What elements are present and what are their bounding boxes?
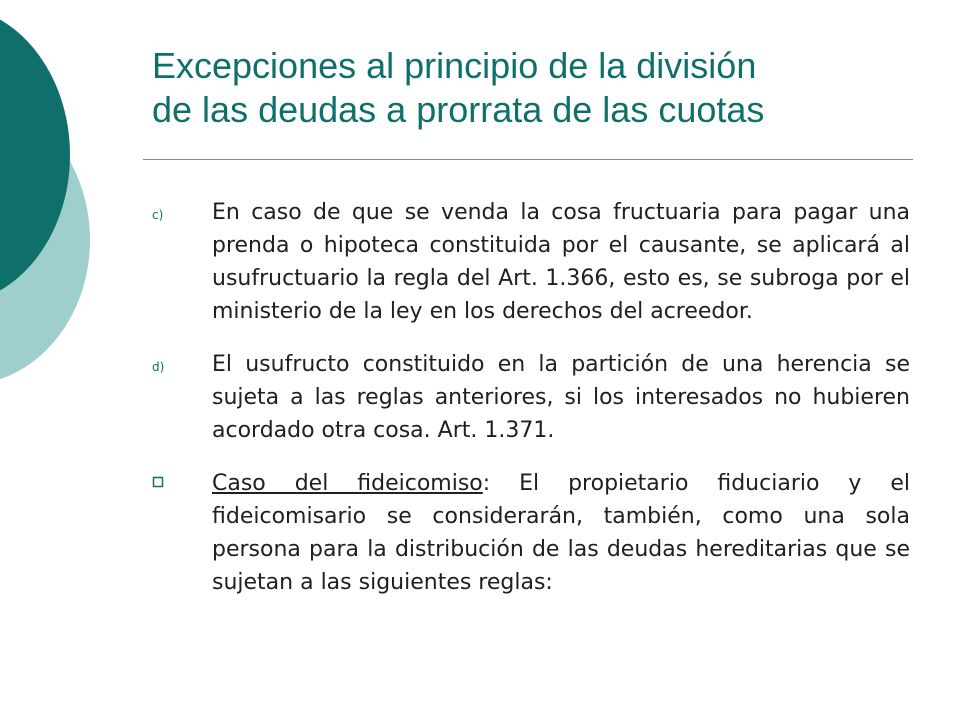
square-bullet-icon <box>152 467 212 492</box>
fideicomiso-body: : El propietario fiduciario y el fideicomisario se considerarán, también, como una sola persona para la distribución de las deudas hereditarias que se sujetan a las siguientes reglas: <box>212 471 910 595</box>
fideicomiso-heading: Caso del fideicomiso <box>212 471 483 496</box>
list-marker-c: c) <box>152 208 164 222</box>
list-item-fideicomiso <box>152 467 910 599</box>
list-marker-d: d) <box>152 360 165 374</box>
content-list <box>152 196 910 619</box>
slide-title <box>152 44 912 132</box>
list-item-d-text: El usufructo constituido en la partición de una herencia se sujeta a las reglas anteriores, si los interesados no hubieren acordado otra cosa. Art. 1.371. <box>212 352 910 443</box>
list-item-fideicomiso-text <box>212 467 910 599</box>
slide-title-line-2: de las deudas a prorrata de las cuotas <box>152 89 765 130</box>
slide-title-line-1: Excepciones al principio de la división <box>152 45 757 86</box>
list-item-d <box>152 348 910 447</box>
list-item-c <box>152 196 910 328</box>
title-divider <box>143 159 913 160</box>
list-item-c-text: En caso de que se venda la cosa fructuaria para pagar una prenda o hipoteca constituida por el causante, se aplicará al usufructuario la regla del Art. 1.366, esto es, se subroga por el ministerio de la ley en los derechos del acreedor. <box>212 200 910 324</box>
